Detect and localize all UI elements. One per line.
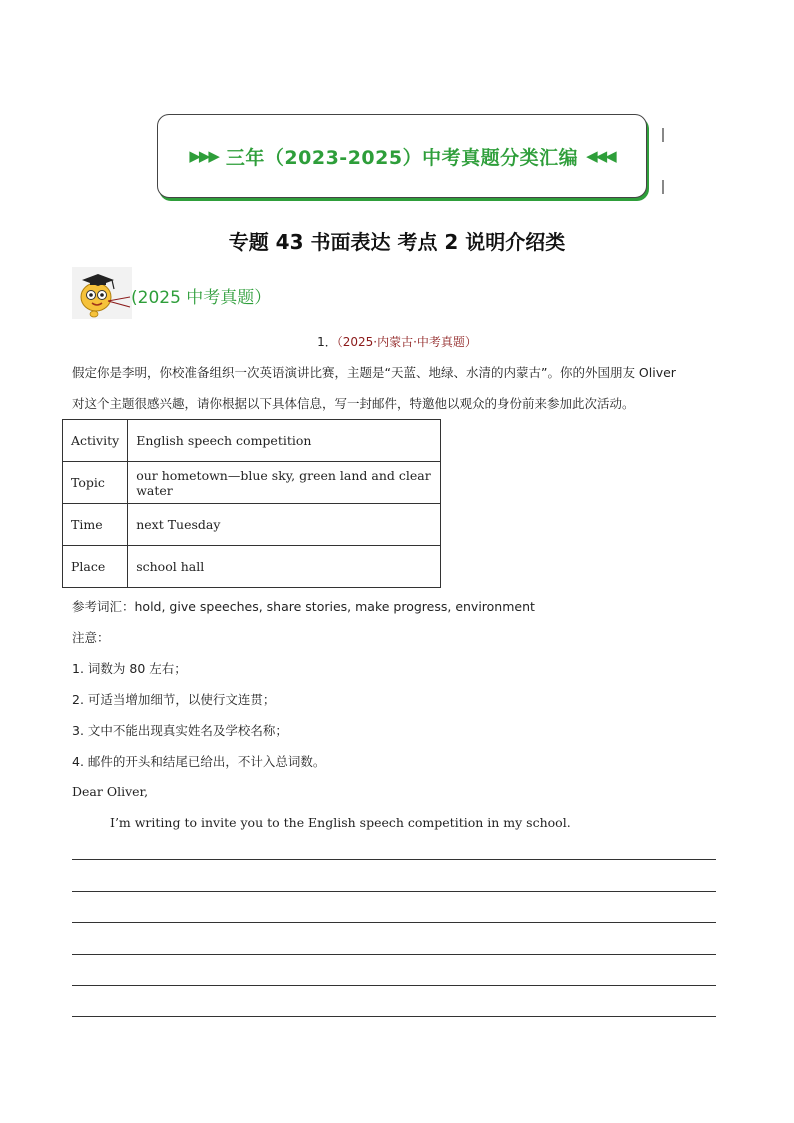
note-item: 2. 可适当增加细节，以使行文连贯； bbox=[72, 692, 276, 707]
table-value: next Tuesday bbox=[128, 504, 441, 546]
letter-greeting: Dear Oliver, bbox=[72, 784, 149, 799]
question-number: 1． bbox=[317, 335, 337, 349]
banner-title-row bbox=[189, 143, 614, 170]
table-key: Activity bbox=[63, 420, 128, 462]
vocab-hint: 参考词汇：hold, give speeches, share stories, make progress, environment bbox=[72, 599, 535, 614]
writing-line bbox=[72, 985, 716, 986]
banner-edge-mark bbox=[662, 180, 664, 194]
letter-opening: I’m writing to invite you to the English speech competition in my school. bbox=[110, 815, 571, 830]
table-row bbox=[63, 420, 441, 462]
right-arrows-icon: ◀◀◀ bbox=[586, 147, 615, 165]
writing-line bbox=[72, 922, 716, 923]
table-value: school hall bbox=[128, 546, 441, 588]
graduate-mascot-icon bbox=[72, 267, 132, 319]
writing-line bbox=[72, 891, 716, 892]
writing-line bbox=[72, 859, 716, 860]
left-arrows-icon: ▶▶▶ bbox=[189, 147, 218, 165]
table-key: Place bbox=[63, 546, 128, 588]
question-header bbox=[0, 333, 794, 350]
table-key: Time bbox=[63, 504, 128, 546]
note-item: 3. 文中不能出现真实姓名及学校名称； bbox=[72, 723, 288, 738]
banner-title: 三年（2023-2025）中考真题分类汇编 bbox=[225, 146, 579, 169]
table-row bbox=[63, 462, 441, 504]
info-table bbox=[62, 419, 441, 588]
section-heading: (2025 中考真题） bbox=[131, 288, 272, 308]
banner-edge-mark bbox=[662, 128, 664, 142]
table-key: Topic bbox=[63, 462, 128, 504]
writing-line bbox=[72, 1016, 716, 1017]
prompt-line-2: 对这个主题很感兴趣，请你根据以下具体信息，写一封邮件，特邀他以观众的身份前来参加此次活动。 bbox=[72, 396, 635, 411]
writing-line bbox=[72, 954, 716, 955]
question-source: （2025·内蒙古·中考真题） bbox=[336, 335, 477, 349]
notes-title: 注意： bbox=[72, 630, 110, 645]
table-row bbox=[63, 504, 441, 546]
title-banner bbox=[157, 114, 647, 198]
table-value: our hometown—blue sky, green land and clear water bbox=[128, 462, 441, 504]
table-row bbox=[63, 546, 441, 588]
note-item: 4. 邮件的开头和结尾已给出，不计入总词数。 bbox=[72, 754, 326, 769]
topic-title: 专题 43 书面表达 考点 2 说明介绍类 bbox=[228, 230, 566, 254]
prompt-line-1: 假定你是李明，你校准备组织一次英语演讲比赛，主题是“天蓝、地绿、水清的内蒙古”。你的外国朋友 Oliver bbox=[72, 365, 676, 380]
note-item: 1. 词数为 80 左右； bbox=[72, 661, 187, 676]
table-value: English speech competition bbox=[128, 420, 441, 462]
